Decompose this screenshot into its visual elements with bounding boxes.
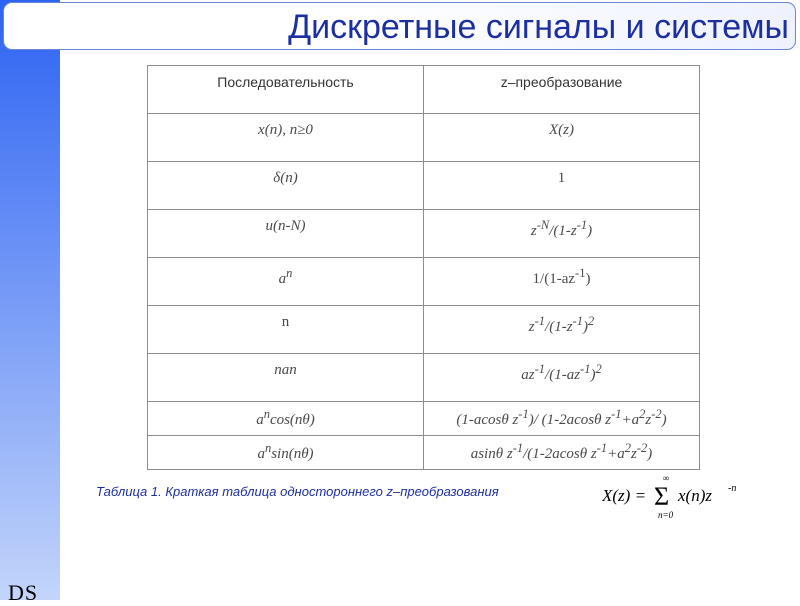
table-row — [148, 258, 700, 306]
formula-term: x(n)z — [678, 486, 712, 505]
table-row — [148, 436, 700, 470]
cell-sequence: nan — [148, 354, 424, 402]
cell-transform: (1-acosθ $z^{-1})/$ (1-2acosθ $z^{-1}+a^2z^{-2}$) — [424, 402, 700, 436]
table-row — [148, 402, 700, 436]
table-row — [148, 354, 700, 402]
table-row — [148, 306, 700, 354]
cell-sequence: n — [148, 306, 424, 354]
slide-title: Дискретные сигналы и системы — [288, 8, 789, 46]
cell-transform: $z^{-N}/(1-z^{-1})$ — [424, 210, 700, 258]
title-bar — [3, 2, 796, 50]
z-transform-formula — [602, 474, 752, 524]
cell-transform: $z^{-1}/(1-z^{-1})^2$ — [424, 306, 700, 354]
table-header-row — [148, 66, 700, 114]
formula-exponent: -n — [728, 483, 737, 494]
corner-label: DS — [8, 580, 39, 605]
cell-sequence: u(n-N) — [148, 210, 424, 258]
cell-sequence: $a^n$ — [148, 258, 424, 306]
z-transform-table — [147, 65, 700, 470]
cell-sequence: x(n), n≥0 — [148, 114, 424, 162]
table-row — [148, 162, 700, 210]
formula-sum-upper: ∞ — [663, 474, 670, 483]
cell-transform: asinθ $z^{-1}/(1-2acos\theta$ $z^{-1}+a^2z^{-2}$) — [424, 436, 700, 470]
table-row — [148, 210, 700, 258]
cell-transform: $1/(1-az^{-1})$ — [424, 258, 700, 306]
formula-lhs: X(z) = — [602, 486, 647, 505]
cell-sequence: δ(n) — [148, 162, 424, 210]
cell-sequence: $a^n\sin(n\theta)$ — [148, 436, 424, 470]
cell-sequence: $a^n\cos(n\theta)$ — [148, 402, 424, 436]
cell-transform: X(z) — [424, 114, 700, 162]
table-row — [148, 114, 700, 162]
header-sequence: Последовательность — [148, 66, 424, 114]
sigma-icon: Σ — [654, 482, 670, 511]
cell-transform: 1 — [424, 162, 700, 210]
cell-transform: $az^{-1}/(1-az^{-1})^2$ — [424, 354, 700, 402]
left-sidebar — [0, 0, 60, 605]
formula-sum-lower: n=0 — [658, 510, 674, 520]
table-caption: Таблица 1. Краткая таблица одностороннего z–преобразования — [96, 484, 499, 499]
header-z-transform: z–преобразование — [424, 66, 700, 114]
